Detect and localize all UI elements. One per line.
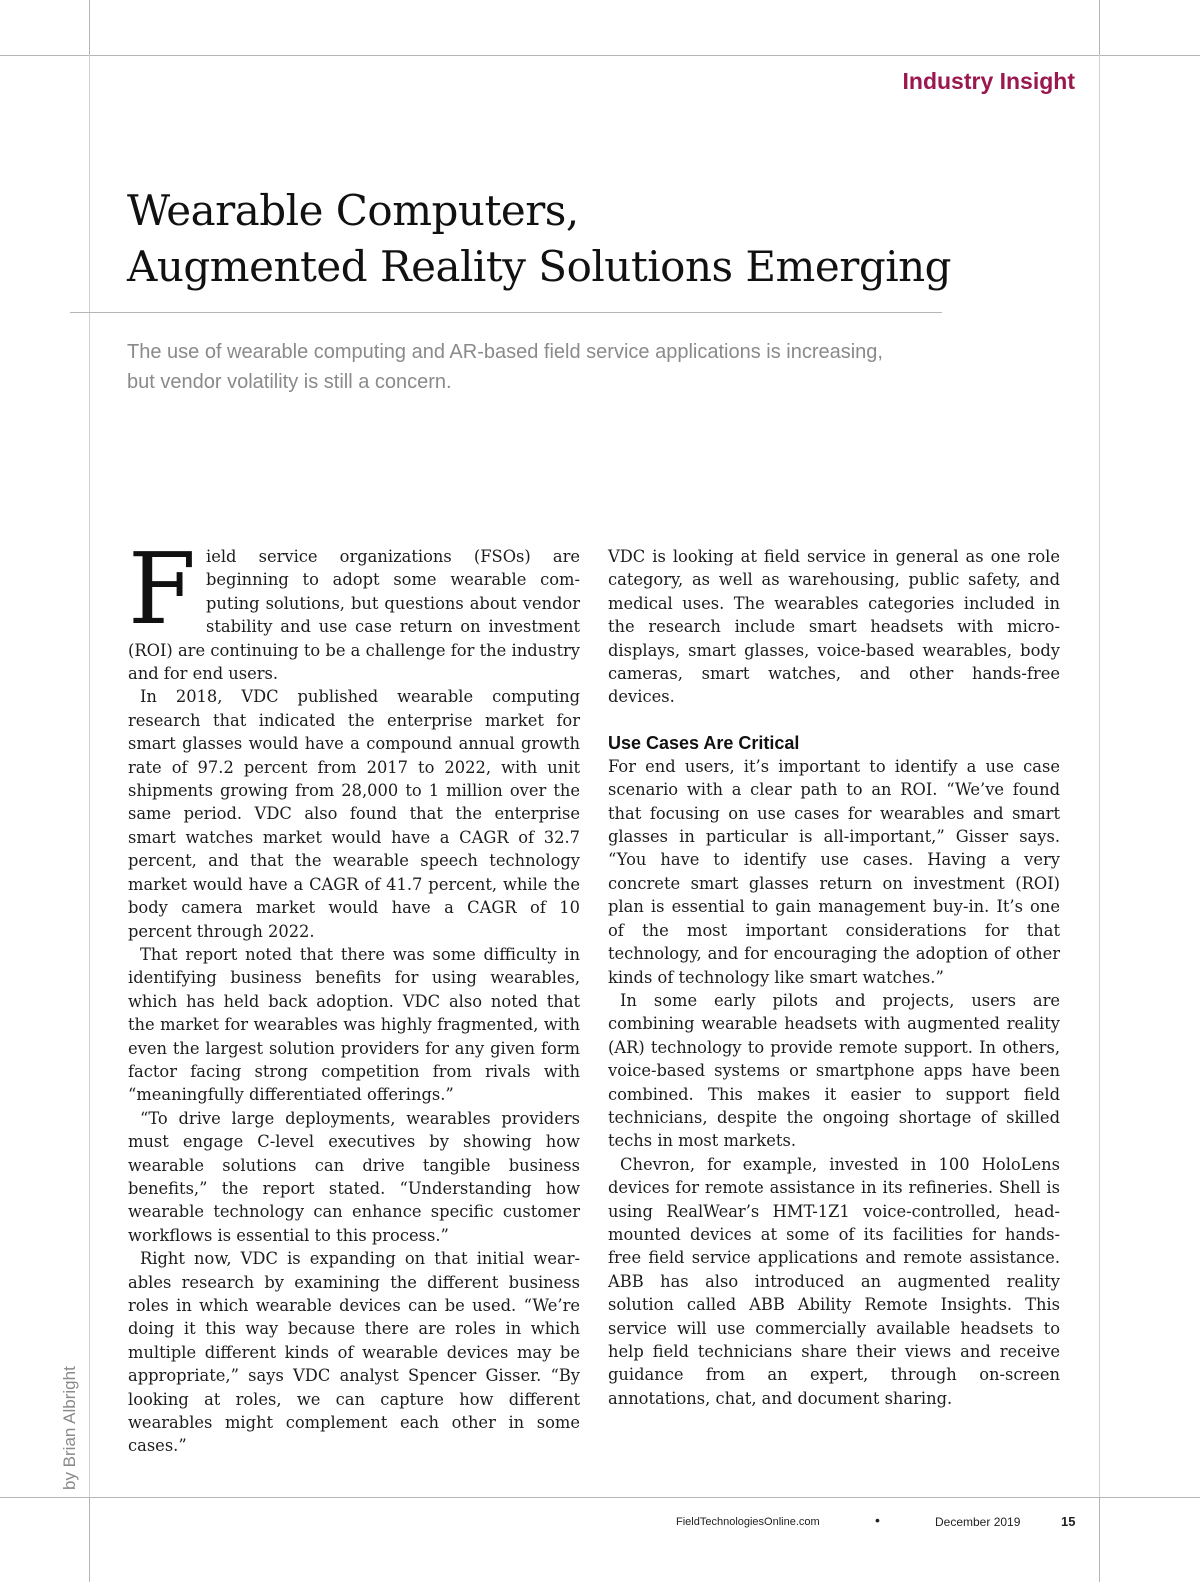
frame-side-rule-right xyxy=(1099,55,1100,1497)
body-paragraph: Right now, VDC is expanding on that initial wearables research by examining the different business roles in which wearable devices can be used. “We’re doing it this way because there are roles in which multiple different kinds of wearable devices may be appropriate,” says VDC analyst Spencer Gisser. “By looking at roles, we can capture how different wearables might complement each other in some cases.” xyxy=(128,1249,580,1456)
body-paragraph: That report noted that there was some difficulty in identifying business benefits for using wearables, which has held back adoption. VDC also noted that the market for wearables was highly fragmented, with even the largest solution providers for any given form factor facing strong competition from rivals with “meaningfully differentiated offerings.” xyxy=(128,944,580,1105)
section-label: Industry Insight xyxy=(902,68,1075,94)
frame-right-rule xyxy=(1099,0,1100,55)
body-paragraph: “To drive large deployments, wearables providers must engage C-level executives by showing how wearable solutions can drive tangible business benefits,” the report stated. “Understanding how wearable technology can enhance specific customer workflows is essential to this process.” xyxy=(128,1108,580,1245)
page-number: 15 xyxy=(1061,1514,1076,1529)
frame-top-rule xyxy=(0,55,1200,56)
frame-side-rule xyxy=(89,55,90,1497)
body-paragraph: For end users, it’s important to identify a use case scenario with a clear path to an ROI. “We’ve found that focusing on use cases for wearables and smart glasses in particular is all-important,” Gisser says. “You have to identify use cases. Having a very concrete smart glasses return on investment (ROI) plan is essential to gain management buy-in. It’s one of the most important considerations for that technology, and for encouraging the adoption of other kinds of technology like smart watches.” xyxy=(608,756,1060,987)
frame-bottom-left-tick xyxy=(89,1497,90,1582)
frame-bottom-rule xyxy=(0,1497,1200,1498)
body-column-right xyxy=(608,545,1060,1410)
footer-site-url: FieldTechnologiesOnline.com xyxy=(676,1516,820,1528)
frame-left-rule xyxy=(89,0,90,55)
article-title-line-1: Wearable Computers, xyxy=(127,186,579,235)
article-title-line-2: Augmented Reality Solutions Emerging xyxy=(127,242,952,291)
article-title xyxy=(127,183,951,295)
footer-date: December 2019 xyxy=(935,1515,1021,1529)
body-column-left xyxy=(128,533,580,1458)
footer-bullet: • xyxy=(875,1512,880,1528)
title-divider xyxy=(70,312,942,313)
frame-bottom-right-tick xyxy=(1099,1497,1100,1582)
body-paragraph-text: ield service organizations (FSOs) are beginning to adopt some wearable computing solutions, but questions about vendor stability and use case return on investment (ROI) are continuing to be a challenge for the industry and for end users. xyxy=(128,547,580,684)
body-paragraph: In 2018, VDC published wearable computing research that indicated the enterprise market for smart glasses would have a compound annual growth rate of 97.2 percent from 2017 to 2022, with unit shipments growing from 28,000 to 1 million over the same period. VDC also found that the enterprise smart watches market would have a CAGR of 32.7 percent, and that the wearable speech technology market would have a CAGR of 41.7 percent, while the body camera market would have a CAGR of 10 percent through 2022. xyxy=(128,687,580,941)
byline: by Brian Albright xyxy=(60,1366,79,1490)
body-paragraph xyxy=(128,533,580,685)
drop-cap: F xyxy=(128,533,196,647)
subhead: Use Cases Are Critical xyxy=(608,732,800,753)
body-paragraph: Chevron, for example, invested in 100 HoloLens devices for remote assistance in its refineries. Shell is using RealWear’s HMT-1Z1 voice-controlled, head-mounted devices at some of its facilities for hands-free field service applications and remote assistance. ABB has also introduced an augmented reality solution called ABB Ability Remote Insights. This service will use commercially available headsets to help field technicians share their views and receive guidance from an expert, through on-screen annotations, chat, and document sharing. xyxy=(608,1154,1060,1408)
body-paragraph: In some early pilots and projects, users are combining wearable headsets with augmented reality (AR) technology to provide remote support. In others, voice-based systems or smartphone apps have been combined. This makes it easier to support field technicians, despite the ongoing shortage of skilled techs in most markets. xyxy=(608,990,1060,1151)
body-paragraph: VDC is looking at field service in general as one role category, as well as warehousing, public safety, and medical uses. The wearables categories included in the research include smart headsets with micro-displays, smart glasses, voice-based wearables, body cameras, smart watches, and other hands-free devices. xyxy=(608,547,1060,707)
article-deck: The use of wearable computing and AR-based field service applications is increasing, but vendor volatility is still a concern. xyxy=(127,341,883,393)
